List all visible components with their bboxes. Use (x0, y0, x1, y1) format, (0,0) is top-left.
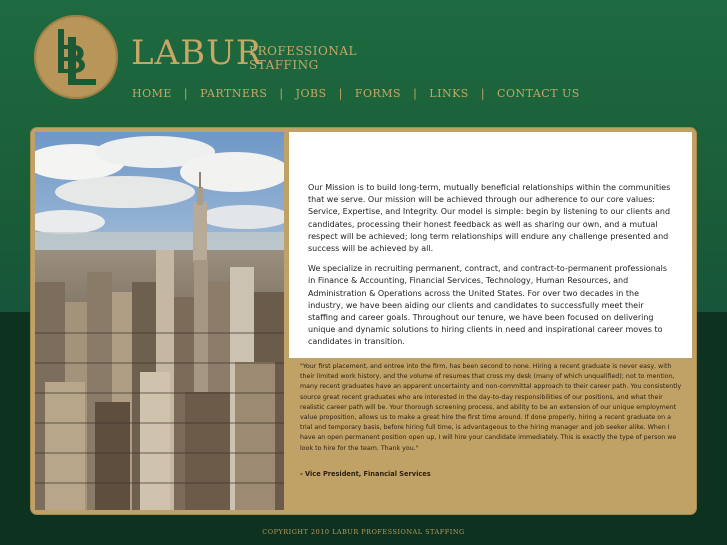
specialize-paragraph: We specialize in recruiting permanent, contract, and contract-to-permanent professionals in Finance & Accounting, Financial Services, Technology, Human Resources, and Administration & Operations across the United States. For over two decades in the industry, we have been aiding our clients and candidates to successfully meet their staffing and career goals. Throughout our tenure, we have been focused on delivering unique and dynamic solutions to hiring clients in need and inspirational career moves to candidates in transition. (308, 264, 668, 347)
nav-forms[interactable]: FORMS (354, 86, 402, 100)
mission-box (289, 132, 692, 358)
nav-partners[interactable]: PARTNERS (200, 86, 268, 100)
brand-name: LABUR (131, 33, 263, 73)
testimonial-quote: "Your first placement, and entree into the firm, has been second to none. Hiring a recent graduate is never easy, with their limited work history, and the volume of resumes that cross my desk (many of which unqualified); not to mention, many recent graduates have an apparent uncertainty and non-committal approach to their career path. You consistently source great recent graduates who are interested in the day-to-day responsibilities of our positions, and what their realistic career path will be. Your thorough screening process, and ability to be an extension of our unique employment value proposition, allows us to make a great hire the first time around. If done properly, hiring a recent graduate on a trial and temporary basis, before hiring full time, is advantageous to the hiring manager and job seeker alike. When I have an open permanent position open up, I will hire your candidate immediately. This is exactly the type of person we look to hire for the team. Thank you." (300, 363, 682, 452)
mission-text (308, 182, 673, 357)
nav-separator: | (413, 86, 418, 100)
logo[interactable] (34, 15, 118, 99)
content-panel (31, 128, 696, 514)
mission-paragraph: Our Mission is to build long-term, mutually beneficial relationships within the communities that we serve. Our mission will be achieved through our adherence to our core values: Service, Expertise, and Integrity. Our model is simple: begin by listening to our clients and candidates, processing their honest feedback as well as sharing our own, and a mutual respect will be achieved; long term relationships will endure any challenge presented and success will be achieved by all. (308, 183, 671, 254)
tagline-line2: STAFFING (249, 58, 319, 72)
brand-tagline (249, 44, 357, 72)
nav-contact-us[interactable]: CONTACT US (497, 86, 580, 100)
nav-separator: | (480, 86, 486, 100)
nav-home[interactable]: HOME (132, 86, 172, 100)
nav-separator: | (183, 86, 189, 100)
logo-monogram-icon (34, 15, 118, 99)
footer-copyright: COPYRIGHT 2010 LABUR PROFESSIONAL STAFFING (262, 528, 465, 536)
nav-links[interactable]: LINKS (429, 86, 469, 100)
nav-separator: | (279, 86, 284, 100)
nav-jobs[interactable]: JOBS (295, 86, 327, 100)
testimonial-attribution: - Vice President, Financial Services (300, 470, 431, 478)
nav-separator: | (338, 86, 343, 100)
main-nav (132, 85, 580, 101)
city-skyline-image (35, 132, 284, 510)
tagline-line1: PROFESSIONAL (249, 44, 357, 58)
